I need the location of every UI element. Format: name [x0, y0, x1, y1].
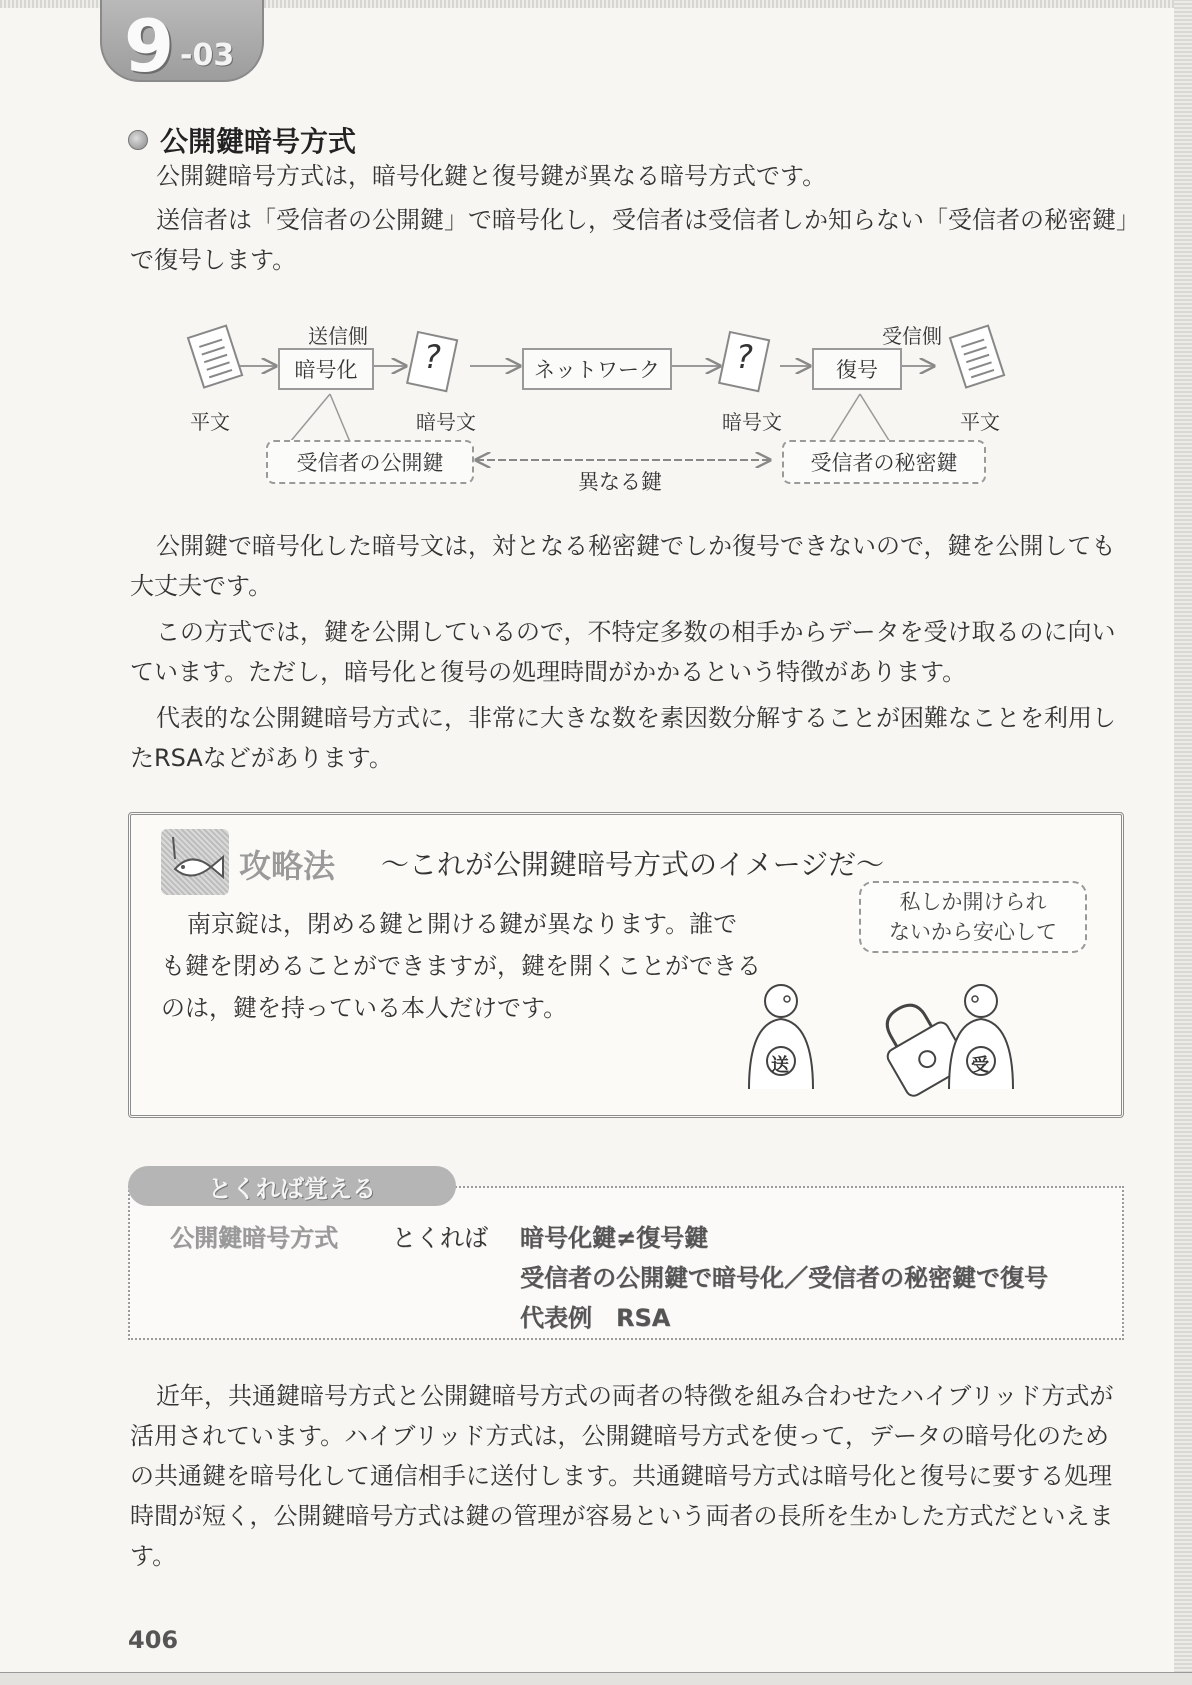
public-key-box: 受信者の公開鍵	[266, 440, 474, 484]
plaintext-right-label: 平文	[960, 410, 1000, 434]
section-heading-text: 公開鍵暗号方式	[160, 125, 357, 158]
ciphertext-right-label: 暗号文	[722, 410, 782, 434]
ciphertext-left-label: 暗号文	[416, 410, 476, 434]
bullet-icon	[128, 130, 148, 150]
paragraph-1: 公開鍵暗号方式は，暗号化鍵と復号鍵が異なる暗号方式です。	[156, 162, 827, 190]
question-right: ?	[736, 338, 753, 376]
speech-line-1: 私しか開けられ	[899, 890, 1047, 914]
paragraph-3: 公開鍵で暗号化した暗号文は，対となる秘密鍵でしか復号できないので，鍵を公開しても大丈夫です。	[130, 532, 1116, 600]
private-key-box: 受信者の秘密鍵	[782, 440, 986, 484]
plaintext-doc-right-icon	[950, 326, 1004, 388]
sender-badge: 送	[771, 1055, 789, 1076]
section-heading	[128, 120, 356, 160]
kurereba-tab: とくれば覚える	[128, 1166, 456, 1206]
tips-box	[128, 812, 1124, 1118]
speech-line-2: ないから安心して	[889, 920, 1057, 944]
sender-side-label: 送信側	[308, 324, 368, 348]
chapter-subnumber: -03	[180, 38, 235, 73]
speech-bubble	[859, 881, 1087, 953]
encrypt-box: 暗号化	[278, 348, 374, 390]
receiver-badge: 受	[971, 1055, 989, 1076]
receiver-side-label: 受信側	[882, 324, 942, 348]
plaintext-doc-left-icon	[188, 326, 242, 388]
kurereba-line-1: 暗号化鍵≠復号鍵	[520, 1224, 709, 1252]
fish-icon-graphic	[161, 829, 229, 895]
plaintext-left-label: 平文	[190, 410, 230, 434]
paragraph-2: 送信者は「受信者の公開鍵」で暗号化し，受信者は受信者しか知らない「受信者の秘密鍵」で復号します。	[130, 206, 1128, 274]
padlock-illustration	[741, 979, 1091, 1107]
paragraph-5: 代表的な公開鍵暗号方式に，非常に大きな数を素因数分解することが困難なことを利用したRSAなどがあります。	[130, 704, 1116, 772]
paragraph-4: この方式では，鍵を公開しているので，不特定多数の相手からデータを受け取るのに向いています。ただし，暗号化と復号の処理時間がかかるという特徴があります。	[130, 618, 1116, 686]
kurereba-term: 公開鍵暗号方式	[170, 1224, 338, 1252]
page-number: 406	[128, 1626, 179, 1654]
kurereba-connector: とくれば	[392, 1224, 488, 1252]
question-left: ?	[424, 338, 441, 376]
different-keys-label: 異なる鍵	[578, 470, 662, 494]
kurereba-line-3: 代表例 RSA	[520, 1304, 671, 1332]
page-edge-bottom	[0, 1672, 1192, 1685]
tips-title: 攻略法	[239, 847, 336, 885]
chapter-number: 9	[124, 4, 175, 88]
paragraph-6: 近年，共通鍵暗号方式と公開鍵暗号方式の両者の特徴を組み合わせたハイブリッド方式が活用されています。ハイブリッド方式は，公開鍵暗号方式を使って，データの暗号化のための共通鍵を暗号化して通信相手に送付します。共通鍵暗号方式は暗号化と復号に要する処理時間が短く，公開鍵暗号方式は鍵の管理が容易という両者の長所を生かした方式だといえます。	[130, 1382, 1114, 1570]
encryption-diagram	[180, 320, 1060, 495]
fish-icon	[161, 829, 229, 895]
decrypt-box: 復号	[812, 348, 902, 390]
kurereba-line-2: 受信者の公開鍵で暗号化／受信者の秘密鍵で復号	[520, 1264, 1048, 1292]
tips-subtitle: ～これが公開鍵暗号方式のイメージだ～	[381, 848, 885, 881]
page-edge-right	[1174, 0, 1192, 1685]
network-box: ネットワーク	[522, 348, 672, 390]
tips-text: 南京錠は，閉める鍵と開ける鍵が異なります。誰でも鍵を閉めることができますが，鍵を開くことができるのは，鍵を持っている本人だけです。	[161, 910, 761, 1022]
